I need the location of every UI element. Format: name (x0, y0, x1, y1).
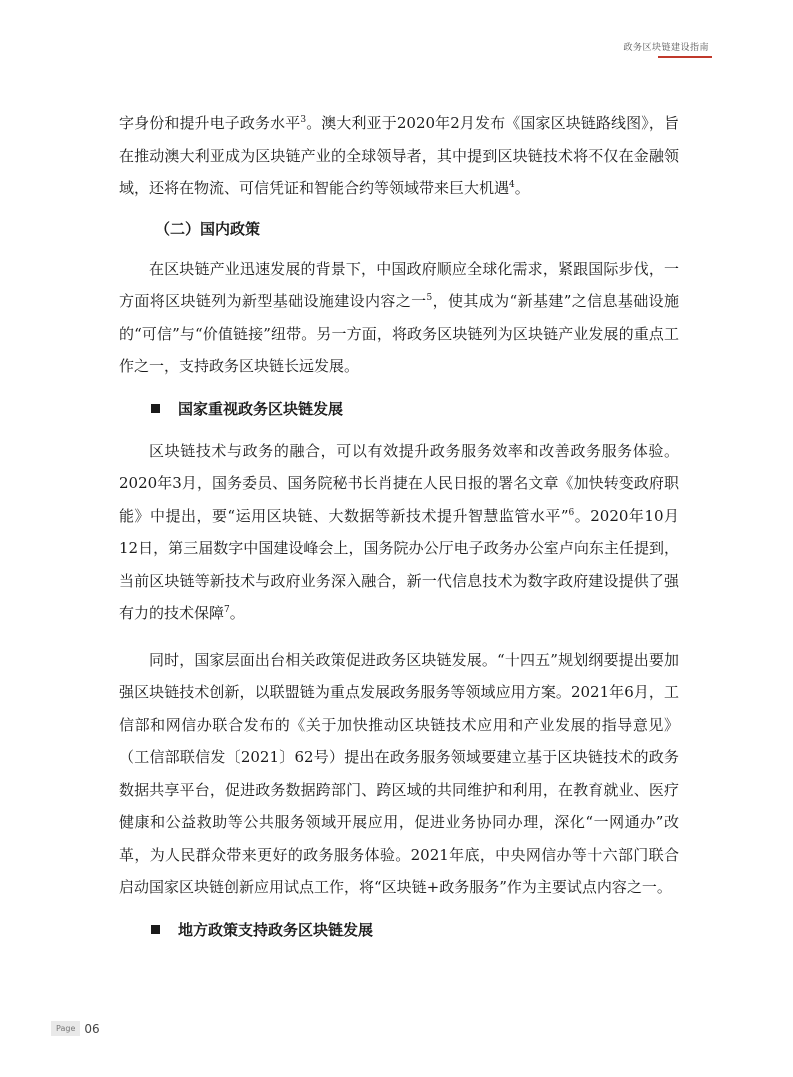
page-body (119, 107, 679, 956)
square-bullet-icon (151, 925, 160, 934)
header-accent-rule (658, 56, 712, 58)
footnote-ref-6: 6 (568, 507, 575, 518)
footnote-ref-7: 7 (224, 605, 230, 615)
footnote-ref-3: 3 (300, 115, 307, 125)
running-header: 政务区块链建设指南 (623, 43, 709, 53)
paragraph-2: 在区块链产业迅速发展的背景下，中国政府顺应全球化需求，紧跟国际步伐，一方面将区块链列为新型基础设施建设内容之一$^5$，使其成为“新基建”之信息基础设施的“可信”与“价值链接”纽带。另一方面，将政务区块链列为区块链产业发展的重点工作之一，支持政务区块链长远发展。 (119, 259, 679, 375)
square-bullet-icon (151, 404, 160, 413)
footnote-ref-4: 4 (509, 180, 515, 190)
bullet-heading-local: 地方政策支持政务区块链发展 (151, 914, 679, 946)
section-heading-domestic-policy: （二）国内政策 (155, 219, 261, 238)
page-footer (51, 1021, 100, 1036)
paragraph-3: 区块链技术与政务的融合，可以有效提升政务服务效率和改善政务服务体验。2020年3月，国务委员、国务院秘书长肖捷在人民日报的署名文章《加快转变政府职能》中提出，要“运用区块链、大数据等新技术提升智慧监管水平”$^6$。2020年10月12日，第三届数字中国建设峰会上，国务院办公厅电子政务办公室卢向东主任提到，当前区块链等新技术与政府业务深入融合，新一代信息技术为数字政府建设提供了强有力的技术保障$^7$。 (119, 441, 679, 622)
footnote-ref-5: 5 (426, 293, 433, 303)
paragraph-1: 字身份和提升电子政务水平$^3$。澳大利亚于2020年2月发布《国家区块链路线图》，旨在推动澳大利亚成为区块链产业的全球领导者，其中提到区块链技术将不仅在金融领域，还将在物流、可信凭证和智能合约等领域带来巨大机遇$^4$。 (119, 114, 679, 197)
page-label: Page (51, 1021, 80, 1036)
page-number: 06 (84, 1021, 100, 1036)
bullet-heading-national: 国家重视政务区块链发展 (151, 393, 679, 425)
paragraph-4: 同时，国家层面出台相关政策促进政务区块链发展。“十四五”规划纲要提出要加强区块链技术创新，以联盟链为重点发展政务服务等领域应用方案。2021年6月，工信部和网信办联合发布的《关于加快推动区块链技术应用和产业发展的指导意见》（工信部联信发〔2021〕62号）提出在政务服务领域要建立基于区块链技术的政务数据共享平台，促进政务数据跨部门、跨区域的共同维护和利用，在教育就业、医疗健康和公益救助等公共服务领域开展应用，促进业务协同办理，深化“一网通办”改革，为人民群众带来更好的政务服务体验。2021年底，中央网信办等十六部门联合启动国家区块链创新应用试点工作，将“区块链+政务服务”作为主要试点内容之一。 (119, 650, 679, 896)
